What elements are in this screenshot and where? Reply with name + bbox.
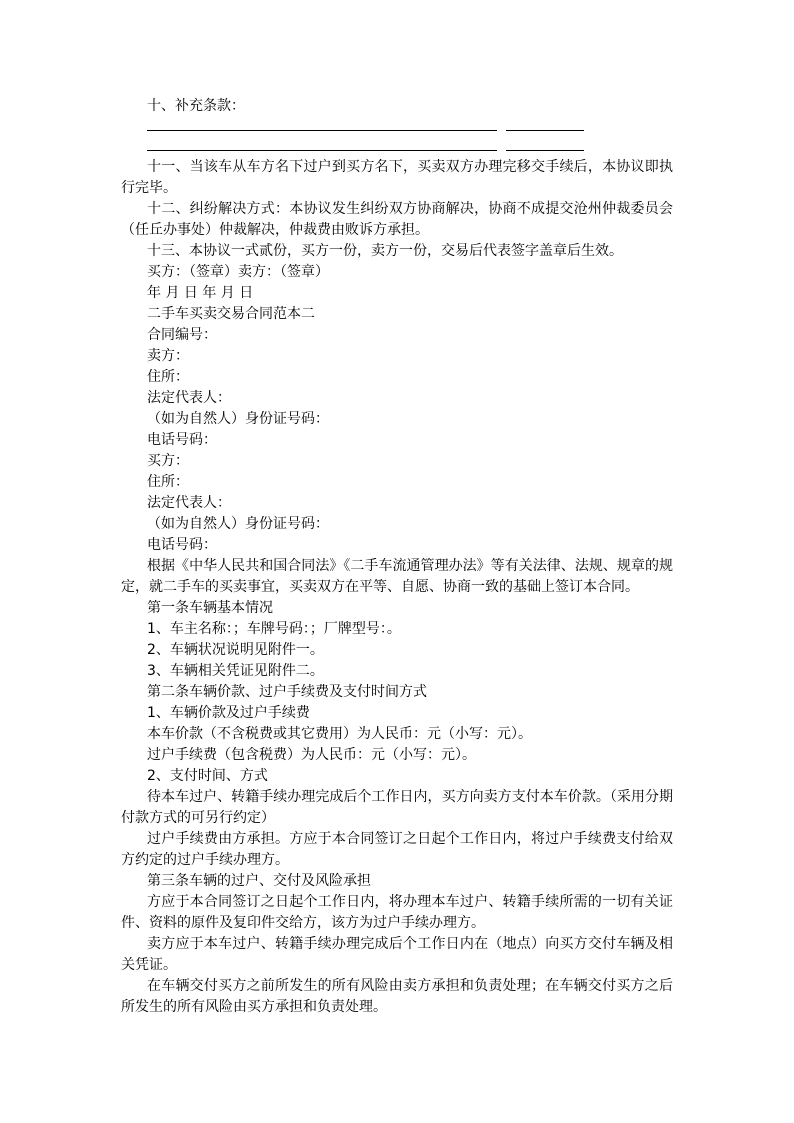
article2-fee-payment: 过户手续费由方承担。方应于本合同签订之日起个工作日内，将过户手续费支付给双方约定的过户手续办理方。 [121, 831, 673, 868]
date-line: 年 月 日 年 月 日 [147, 285, 254, 301]
clause-11: 十一、当该车从车方名下过户到买方名下，买卖双方办理完移交手续后，本协议即执行完毕。 [121, 159, 673, 196]
article1-item1: 1、车主名称：；车牌号码：；厂牌型号：。 [147, 621, 401, 637]
buyer-id-field: （如为自然人）身份证号码： [147, 516, 329, 532]
seller-address-field: 住所： [147, 369, 189, 385]
buyer-field: 买方： [147, 453, 189, 469]
supplement-heading: 十、补充条款： [147, 98, 245, 114]
article2-fee: 过户手续费（包含税费）为人民币：元（小写：元）。 [147, 747, 476, 763]
clause-12: 十二、纠纷解决方式：本协议发生纠纷双方协商解决，协商不成提交沧州仲裁委员会（任丘办事处）仲裁解决，仲裁费由败诉方承担。 [121, 201, 673, 238]
article1-item3: 3、车辆相关凭证见附件二。 [147, 663, 324, 679]
contract-number-field: 合同编号： [147, 327, 217, 343]
blank-line-2 [121, 137, 673, 157]
clause-13: 十三、本协议一式贰份，买方一份，卖方一份，交易后代表签字盖章后生效。 [147, 243, 623, 259]
seller-field: 卖方： [147, 348, 189, 364]
preamble: 根据《中华人民共和国合同法》《二手车流通管理办法》等有关法律、法规、规章的规定，就二手车的买卖事宜，买卖双方在平等、自愿、协商一致的基础上签订本合同。 [121, 558, 673, 595]
seller-id-field: （如为自然人）身份证号码： [147, 411, 329, 427]
blank-line-long [147, 130, 497, 131]
article3-p2: 卖方应于本车过户、转籍手续办理完成后个工作日内在（地点）向买方交付车辆及相关凭证。 [121, 936, 673, 973]
article1-title: 第一条车辆基本情况 [147, 600, 273, 616]
blank-line-short [506, 150, 584, 151]
seller-representative-field: 法定代表人： [147, 390, 231, 406]
seller-phone-field: 电话号码： [147, 432, 217, 448]
buyer-phone-field: 电话号码： [147, 537, 217, 553]
blank-line-1 [121, 117, 673, 137]
signature-line: 买方：（签章）卖方：（签章） [147, 264, 329, 280]
article2-payment: 待本车过户、转籍手续办理完成后个工作日内，买方向卖方支付本车价款。（采用分期付款方式的可另行约定） [121, 789, 673, 826]
document-page [121, 96, 673, 1018]
article3-title: 第三条车辆的过户、交付及风险承担 [147, 873, 371, 889]
buyer-address-field: 住所： [147, 474, 189, 490]
article3-p3: 在车辆交付买方之前所发生的所有风险由卖方承担和负责处理；在车辆交付买方之后所发生的所有风险由买方承担和负责处理。 [121, 978, 673, 1015]
article3-p1: 方应于本合同签订之日起个工作日内，将办理本车过户、转籍手续所需的一切有关证件、资料的原件及复印件交给方，该方为过户手续办理方。 [121, 894, 673, 931]
blank-line-short [506, 130, 584, 131]
article2-price: 本车价款（不含税费或其它费用）为人民币：元（小写：元）。 [147, 726, 532, 742]
article2-sub2: 2、支付时间、方式 [147, 768, 268, 784]
blank-line-long [147, 150, 497, 151]
article2-sub1: 1、车辆价款及过户手续费 [147, 705, 310, 721]
buyer-representative-field: 法定代表人： [147, 495, 231, 511]
article2-title: 第二条车辆价款、过户手续费及支付时间方式 [147, 684, 427, 700]
template2-title: 二手车买卖交易合同范本二 [147, 306, 315, 322]
article1-item2: 2、车辆状况说明见附件一。 [147, 642, 324, 658]
